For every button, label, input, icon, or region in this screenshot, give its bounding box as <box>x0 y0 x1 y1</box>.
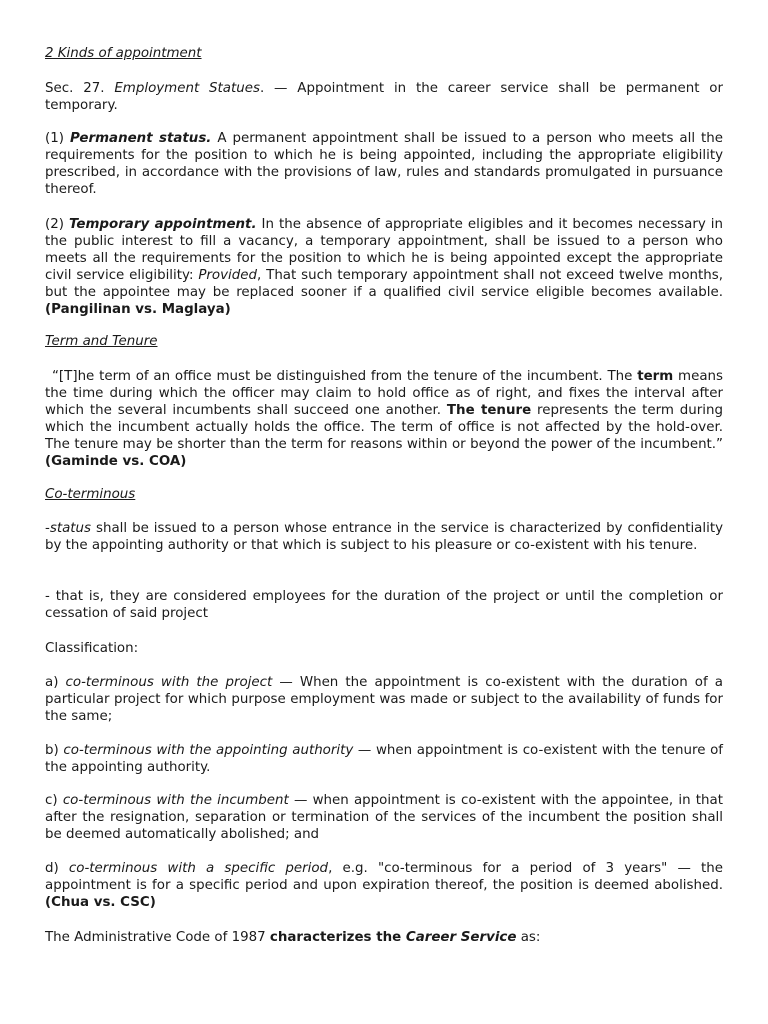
item-a-paragraph: a) co-terminous with the project — When the appointment is co-existent with the duration of a particular project for which purpose employment was made or subject to the availability of funds for the same; <box>45 675 724 724</box>
temporary-appointment-paragraph: (2) Temporary appointment. In the absence of appropriate eligibles and it becomes necessary in the public interest to fill a vacancy, a temporary appointment, shall be issued to a person who meets all the requirements for the position to which he is being appointed except the appropriate civil service eligibility: Provided, That such temporary appointment shall not exceed twelve months, but the appointee may be replaced sooner if a qualified civil service eligible becomes available. (Pangilinan vs. Maglaya) <box>45 217 723 317</box>
heading-co-terminous: Co-terminous <box>45 487 136 502</box>
status-paragraph: -status shall be issued to a person whose entrance in the service is characterized by confidentiality by the appointing authority or that which is subject to his pleasure or co-existent with his tenure. <box>45 521 723 553</box>
administrative-code-paragraph: The Administrative Code of 1987 characterizes the Career Service as: <box>45 930 541 945</box>
heading-term-and-tenure: Term and Tenure <box>45 334 158 349</box>
citation: (Chua vs. CSC) <box>45 895 156 910</box>
citation: (Pangilinan vs. Maglaya) <box>45 302 231 317</box>
item-b-paragraph: b) co-terminous with the appointing authority — when appointment is co-existent with the tenure of the appointing authority. <box>45 743 724 775</box>
term-tenure-quote: “[T]he term of an office must be distinguished from the tenure of the incumbent. The term means the time during which the officer may claim to hold office as of right, and fixes the interval after which the several incumbents shall succeed one another. The tenure represents the term during which the incumbent actually holds the office. The term of office is not affected by the hold-over. The tenure may be shorter than the term for reasons within or beyond the power of the incumbent.” (Gaminde vs. COA) <box>45 369 723 469</box>
heading-kinds-of-appointment: 2 Kinds of appointment <box>45 46 202 61</box>
item-d-paragraph: d) co-terminous with a specific period, e.g. "co-terminous for a period of 3 years" — the appointment is for a specific period and upon expiration thereof, the position is deemed abolished. (Chua vs. CSC) <box>45 861 724 910</box>
classification-label: Classification: <box>45 641 139 656</box>
that-is-paragraph: - that is, they are considered employees for the duration of the project or until the completion or cessation of said project <box>45 589 723 621</box>
citation: (Gaminde vs. COA) <box>45 454 187 469</box>
permanent-status-paragraph: (1) Permanent status. A permanent appointment shall be issued to a person who meets all the requirements for the position to which he is being appointed, including the appropriate eligibility prescribed, in accordance with the provisions of law, rules and standards promulgated in pursuance thereof. <box>45 131 723 197</box>
item-c-paragraph: c) co-terminous with the incumbent — when appointment is co-existent with the appointee, in that after the resignation, separation or termination of the services of the incumbent the position shall be deemed automatically abolished; and <box>45 793 723 842</box>
sec27-paragraph: Sec. 27. Employment Statues. — Appointment in the career service shall be permanent or temporary. <box>45 81 723 113</box>
